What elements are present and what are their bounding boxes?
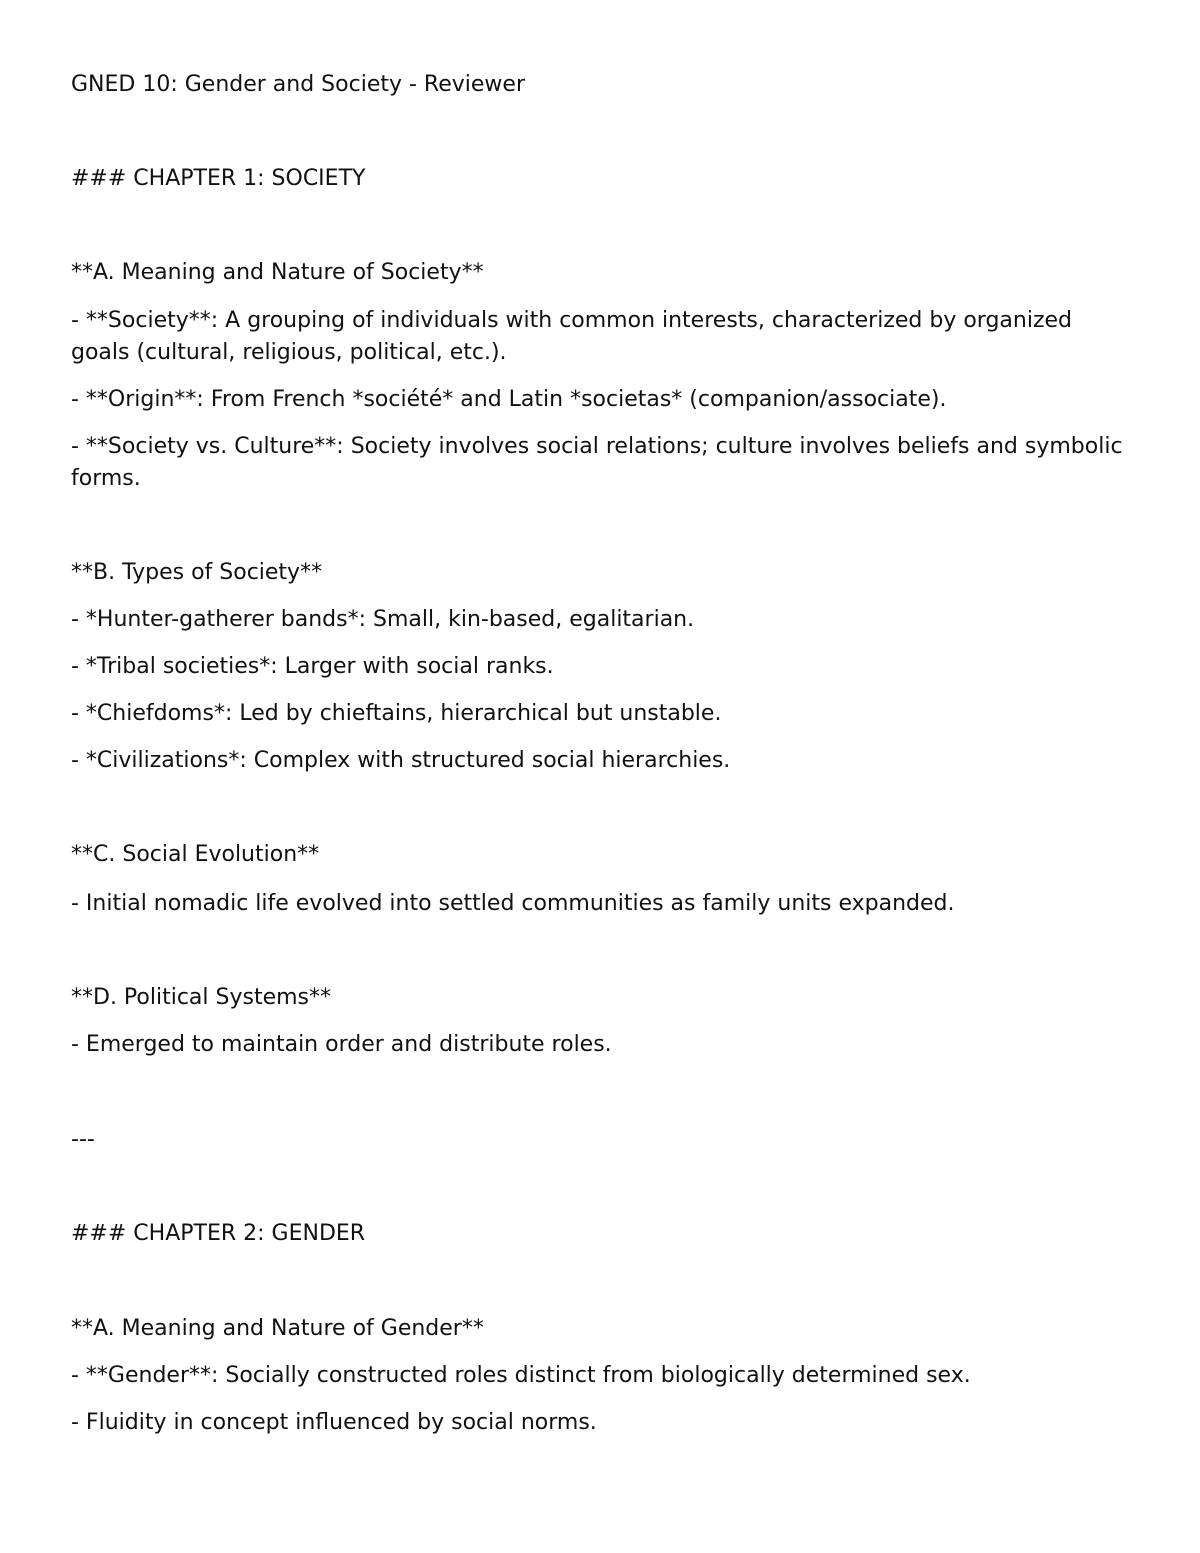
chapter2-section-a-item: - Fluidity in concept influenced by social norms. — [71, 1410, 597, 1435]
chapter1-section-b-item: - *Tribal societies*: Larger with social ranks. — [71, 654, 554, 679]
chapter1-section-b-heading: **B. Types of Society** — [71, 560, 323, 585]
chapter1-section-c-heading: **C. Social Evolution** — [71, 842, 320, 867]
chapter2-heading: ### CHAPTER 2: GENDER — [71, 1221, 366, 1246]
chapter2-section-a-item: - **Gender**: Socially constructed roles distinct from biologically determined sex. — [71, 1363, 971, 1388]
chapter1-section-b-item: - *Civilizations*: Complex with structured social hierarchies. — [71, 748, 731, 773]
chapter1-section-d-item: - Emerged to maintain order and distribute roles. — [71, 1032, 612, 1057]
chapter1-section-b-item: - *Chiefdoms*: Led by chieftains, hierarchical but unstable. — [71, 701, 722, 726]
chapter1-section-a-item: - **Origin**: From French *société* and Latin *societas* (companion/associate). — [71, 387, 947, 412]
chapter1-section-c-item: - Initial nomadic life evolved into settled communities as family units expanded. — [71, 891, 955, 916]
chapter1-section-a-item: - **Society**: A grouping of individuals with common interests, characterized by organized goals (cultural, religious, political, etc.). — [71, 308, 1079, 365]
chapter1-section-d-heading: **D. Political Systems** — [71, 985, 332, 1010]
section-separator: --- — [71, 1127, 95, 1152]
chapter1-heading: ### CHAPTER 1: SOCIETY — [71, 166, 366, 191]
chapter2-section-a-heading: **A. Meaning and Nature of Gender** — [71, 1316, 484, 1341]
chapter1-section-a-heading: **A. Meaning and Nature of Society** — [71, 260, 484, 285]
document-title: GNED 10: Gender and Society - Reviewer — [71, 72, 525, 97]
chapter1-section-b-item: - *Hunter-gatherer bands*: Small, kin-based, egalitarian. — [71, 607, 695, 632]
chapter1-section-a-item: - **Society vs. Culture**: Society involves social relations; culture involves beliefs and symbolic forms. — [71, 434, 1130, 491]
